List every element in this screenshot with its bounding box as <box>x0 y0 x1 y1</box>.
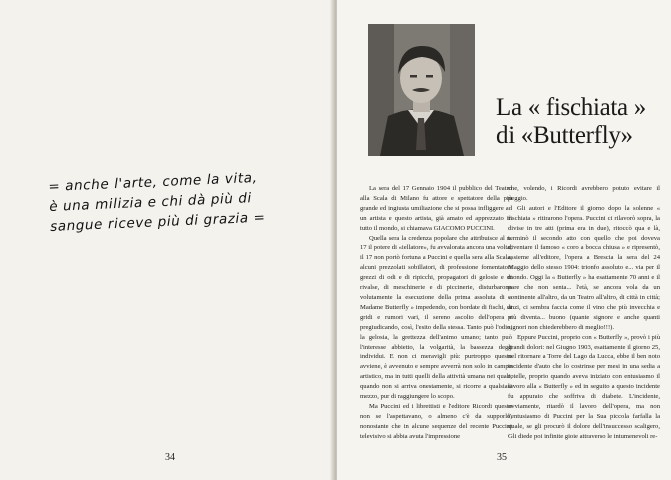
title-line-1: La « fischiata » <box>496 94 646 121</box>
paragraph: Ma Puccini ed i librettisti e l'editore Ricordi questo non se l'aspettavano, o almeno c'è da supporlo, nonostante che in alcune sequenze del recente Puccini televisivo si abbia avuta l'impressione <box>360 402 512 440</box>
portrait-photo <box>368 24 475 156</box>
quote-line: è una milizia e chi dà più di <box>48 190 253 215</box>
title-line-2: di «Butterfly» <box>496 122 633 149</box>
page-number-left: 34 <box>165 452 175 463</box>
text-column-left <box>360 184 512 442</box>
portrait-illustration <box>368 24 475 156</box>
quote-line: sangue riceve più di grazia = <box>49 209 266 235</box>
paragraph: Eppure Puccini, proprio con « Butterfly », provò i più grandi dolori: nel Giugno 1903, esattamente il giorno 25, nel ritornare a Torre del Lago da Lucca, ebbe il ben noto incidente d'auto che lo costrinse per mesi in una sedia a rotelle, proprio quando aveva iniziato con entusiasmo il lavoro alla « Butterfly » ed in seguito a questo incidente fu appurato che soffriva di diabete. L'incidente, ovviamente, ritardò il lavoro dell'opera, ma non l'entusiasmo di Puccini per la Sua piccola farfalla la quale, se gli procurò il dolore dell'insuccesso scaligero, Gli diede poi infinite gioie attraverso le intumenevoli re- <box>508 333 660 440</box>
handwritten-quote <box>48 166 312 237</box>
paragraph: La sera del 17 Gennaio 1904 il pubblico del Teatro alla Scala di Milano fu attore e spettatore della più grande ed ingiusta umiliazione che si possa infliggere ad un artista e questo artista, già amato ed apprezzato in tutto il mondo, si chiamava GIACOMO PUCCINI. <box>360 185 512 232</box>
quote-line: = anche l'arte, come la vita, <box>48 169 258 195</box>
text-column-right <box>508 184 660 442</box>
left-page <box>0 0 334 480</box>
article-title <box>496 94 666 150</box>
page-number-right: 35 <box>497 452 507 463</box>
paragraph: che, volendo, i Ricordi avrebbero potuto evitare il peggio. <box>508 185 660 202</box>
paragraph: Gli autori e l'Editore il giorno dopo la solenne « fischiata » ritirarono l'opera. Puccini ci rilavorò sopra, la divise in tre atti (prima era in due), ritoccò qua e là, terminò il secondo atto con quello che poi doveva diventare il famoso « coro a bocca chiusa » e ripresentò, assieme all'editore, l'opera a Brescia la sera del 24 Maggio dello stesso 1904: trionfo assoluto e... via per il mondo. Oggi la « Butterfly » ha esattamente 70 anni e il pare che non senta... l'età, se ancora vola da un continente all'altro, da un Teatro all'altro, di città in città; anzi, ci sembra faccia come il vino che più invecchia e più diventa... buono (quante signore e anche quanti signori non chiederebbero di meglio!!!). <box>508 204 660 331</box>
paragraph: Quella sera la credenza popolare che attribuisce al n. 17 il potere di «iellatore», fu avvalorata ancora una volta; il 17 non portò fortuna a Puccini e quella sera alla Scala, alcuni prezzolati sobillatori, di professione fomentatori grezzi di odi e di ripicchi, propagatori di gelosie e di rivalse, di meschinerie e di piccinerie, disturbarono volutamente la esecuzione della prima assoluta di « Madame Butterfly » impedendo, con bordate di fischi, di gridi e rumori vari, il sereno ascolto dell'opera e pregiudicando, così, l'esito della stessa. Tanto può l'odio, la gelosia, la grettezza dell'animo umano; tanto può l'interesse abbietto, la volgarità, la bassezza degli individui. E non ci meravigli più: purtroppo questo avviene, è avvenuto e sempre avverrà non solo in campo artistico, ma in tutti quelli della attività umana nei quali, quando non si arriva onestamente, si ricorre a qualsiasi mezzo, pur di raggiungere lo scopo. <box>360 234 512 401</box>
